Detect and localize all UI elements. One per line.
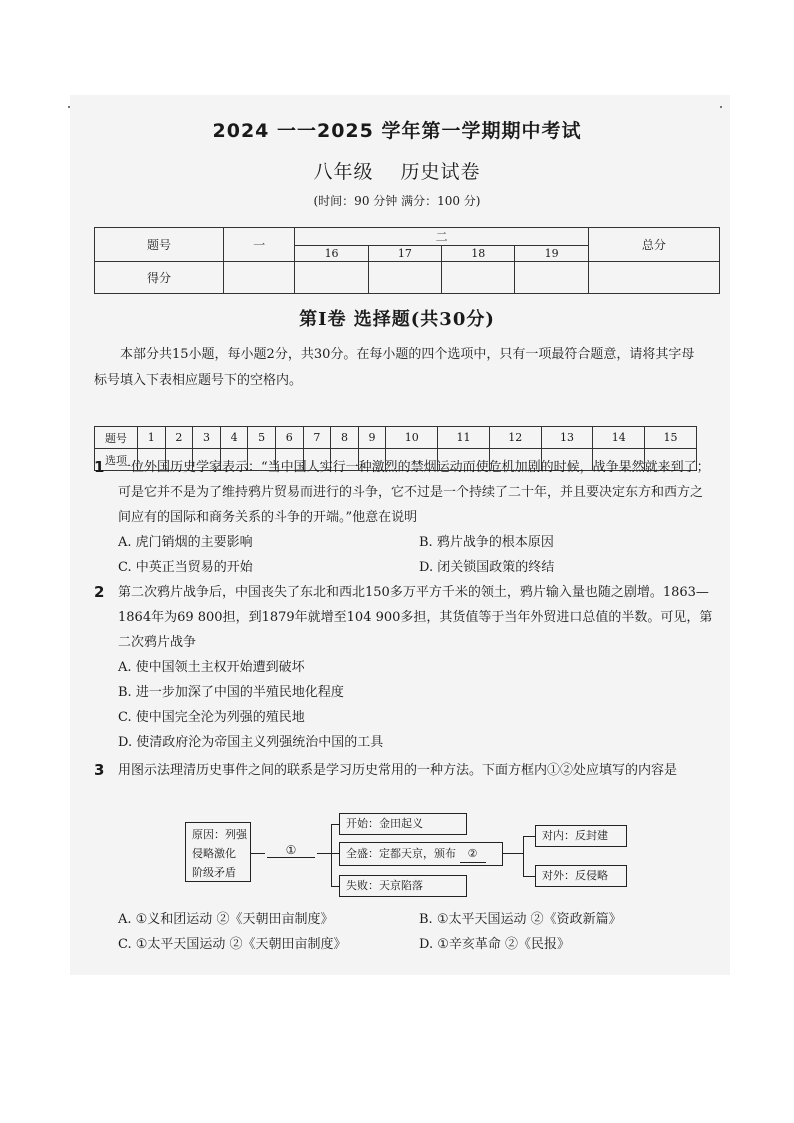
connector-line — [523, 876, 535, 877]
option-row — [94, 907, 714, 932]
question-number: 1 — [94, 458, 105, 476]
option-a[interactable]: A. 使中国领土主权开始遭到破坏 — [118, 660, 305, 675]
option-d[interactable]: D. 闭关锁国政策的终结 — [419, 560, 555, 575]
option-row — [94, 932, 714, 957]
option-b[interactable]: B. ①太平天国运动 ②《资政新篇》 — [419, 912, 622, 927]
option-d[interactable]: D. 使清政府沦为帝国主义列强统治中国的工具 — [118, 735, 384, 750]
answer-number: 13 — [541, 427, 593, 449]
blank-2[interactable]: ② — [460, 846, 486, 863]
score-cell[interactable] — [224, 262, 295, 294]
question-2 — [94, 580, 714, 755]
connector-line — [523, 836, 535, 837]
answer-number: 3 — [193, 427, 221, 449]
score-cell[interactable] — [588, 262, 719, 294]
answer-number: 15 — [645, 427, 697, 449]
subject-label: 历史试卷 — [400, 161, 481, 183]
option-a[interactable]: A. ①义和团运动 ②《天朝田亩制度》 — [118, 912, 334, 927]
grade-label: 八年级 — [313, 161, 374, 183]
answer-number: 12 — [489, 427, 541, 449]
question-stem: 一位外国历史学家表示：“当中国人实行一种激烈的禁烟运动而使危机加剧的时候，战争果然就来到了；可是它并不是为了维持鸦片贸易而进行的斗争，它不过是一个持续了二十年，并且要决定东方和西方之间应有的国际和商务关系的斗争的开端。”他意在说明 — [118, 460, 710, 525]
option-d[interactable]: D. ①辛亥革命 ②《民报》 — [419, 937, 571, 952]
history-diagram — [185, 810, 635, 900]
question-number: 3 — [94, 761, 105, 779]
question-stem: 用图示法理清历史事件之间的联系是学习历史常用的一种方法。下面方框内①②处应填写的内容是 — [118, 763, 678, 778]
exam-subtitle — [0, 157, 794, 184]
question-stem: 第二次鸦片战争后，中国丧失了东北和西北150多万平方千米的领土，鸦片输入量也随之剧增。1863—1864年为69 800担，到1879年就增至104 900多担，其货值等于当年外贸进口总值的半数。可见，第二次鸦片战争 — [118, 585, 713, 650]
answer-number: 1 — [138, 427, 166, 449]
start-box: 开始：金田起义 — [339, 813, 467, 835]
answer-number: 5 — [248, 427, 276, 449]
answer-number: 6 — [275, 427, 303, 449]
peak-text: 全盛：定都天京，颁布 — [346, 847, 456, 860]
external-box: 对外：反侵略 — [535, 865, 627, 887]
answer-number: 9 — [358, 427, 386, 449]
scan-dot — [68, 106, 70, 108]
fail-box: 失败：天京陷落 — [339, 875, 467, 897]
score-col-two: 二 — [295, 228, 588, 246]
cause-line: 原因：列强 — [192, 828, 247, 841]
score-subcol: 17 — [368, 246, 441, 262]
score-cell[interactable] — [368, 262, 441, 294]
connector-line — [331, 824, 339, 825]
question-number: 2 — [94, 583, 105, 601]
option-row — [94, 530, 714, 555]
question-3 — [94, 758, 714, 783]
answer-row-label: 选项 — [95, 449, 138, 471]
score-subcol: 19 — [515, 246, 588, 262]
answer-number: 4 — [220, 427, 248, 449]
option-b[interactable]: B. 鸦片战争的根本原因 — [419, 535, 554, 550]
score-cell[interactable] — [442, 262, 515, 294]
option-b[interactable]: B. 进一步加深了中国的半殖民地化程度 — [118, 685, 344, 700]
section-instructions: 本部分共15小题，每小题2分，共30分。在每小题的四个选项中，只有一项最符合题意，请将其字母标号填入下表相应题号下的空格内。 — [94, 347, 695, 388]
exam-title: 2024 一一2025 学年第一学期期中考试 — [212, 120, 582, 142]
cause-line: 侵略激化 — [192, 847, 236, 860]
answer-number: 11 — [438, 427, 490, 449]
option-c[interactable]: C. 使中国完全沦为列强的殖民地 — [118, 710, 305, 725]
time-note: (时间：90 分钟 满分：100 分) — [313, 194, 481, 208]
blank-1[interactable]: ① — [267, 843, 315, 858]
answer-number: 14 — [593, 427, 645, 449]
score-subcol: 18 — [442, 246, 515, 262]
bracket-line — [331, 824, 332, 886]
peak-box — [339, 842, 503, 866]
answer-number: 7 — [303, 427, 331, 449]
connector-line — [503, 853, 523, 854]
score-col-one: 一 — [224, 228, 295, 262]
bracket-line — [523, 836, 524, 876]
option-c[interactable]: C. 中英正当贸易的开始 — [118, 560, 253, 575]
section-title: 第Ⅰ卷 选择题(共30分) — [299, 309, 495, 330]
option-row — [94, 555, 714, 580]
question-3-options — [94, 907, 714, 957]
connector-line — [251, 853, 265, 854]
connector-line — [331, 853, 339, 854]
option-c[interactable]: C. ①太平天国运动 ②《天朝田亩制度》 — [118, 937, 347, 952]
option-a[interactable]: A. 虎门销烟的主要影响 — [118, 535, 253, 550]
scan-dot — [720, 106, 722, 108]
answer-number: 8 — [331, 427, 359, 449]
score-got-label: 得分 — [95, 262, 224, 294]
connector-line — [317, 853, 331, 854]
answer-row-label: 题号 — [95, 427, 138, 449]
connector-line — [331, 886, 339, 887]
cause-line: 阶级矛盾 — [192, 866, 236, 879]
score-cell[interactable] — [515, 262, 588, 294]
score-subcol: 16 — [295, 246, 368, 262]
internal-box: 对内：反封建 — [535, 825, 627, 847]
score-table — [94, 227, 720, 294]
score-col-total: 总分 — [588, 228, 719, 262]
answer-number: 2 — [165, 427, 193, 449]
question-1 — [94, 455, 714, 580]
score-row-label: 题号 — [95, 228, 224, 262]
cause-box — [185, 822, 251, 882]
answer-number: 10 — [386, 427, 438, 449]
score-cell[interactable] — [295, 262, 368, 294]
